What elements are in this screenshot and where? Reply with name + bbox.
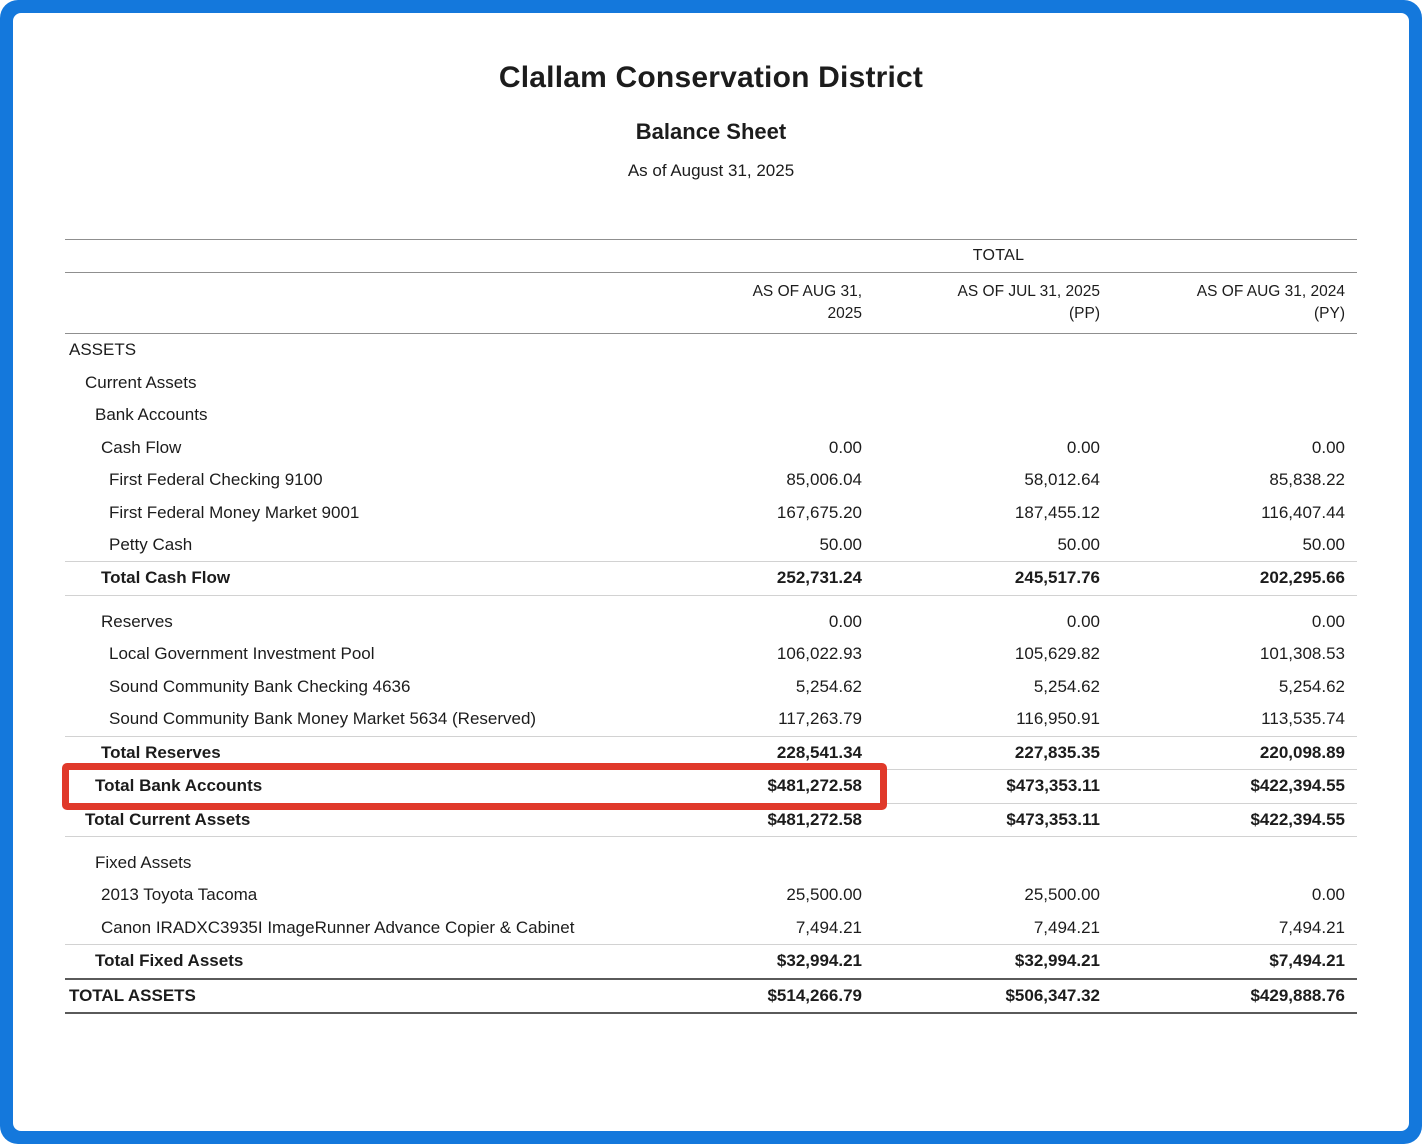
column-header-line: 2025 [827, 304, 862, 322]
table-row [65, 769, 1357, 802]
row-value: 101,308.53 [1259, 644, 1345, 664]
table-row [65, 912, 1357, 944]
table-row [65, 978, 1357, 1014]
table-row [65, 736, 1357, 769]
row-value: 252,731.24 [776, 568, 862, 588]
row-value: 220,098.89 [1259, 742, 1345, 762]
column-header-line: (PY) [1314, 304, 1345, 322]
row-value: 0.00 [1311, 437, 1345, 457]
column-header-line: AS OF AUG 31, [752, 283, 862, 300]
row-value: 5,254.62 [795, 676, 862, 696]
table-row [65, 529, 1357, 561]
row-value: $481,272.58 [767, 776, 862, 796]
row-value: 7,494.21 [795, 917, 862, 937]
row-value: 167,675.20 [776, 502, 862, 522]
row-value: 25,500.00 [1024, 885, 1100, 905]
column-header-jul-2025-pp [874, 281, 1112, 324]
table-row [65, 944, 1357, 977]
row-value: 228,541.34 [776, 742, 862, 762]
row-value: $473,353.11 [1006, 776, 1100, 796]
row-value: 5,254.62 [1278, 676, 1345, 696]
row-label: Total Reserves [101, 742, 221, 762]
row-value: 85,838.22 [1269, 470, 1345, 490]
table-row [65, 464, 1357, 496]
column-header-line: (PP) [1069, 304, 1100, 322]
row-label: First Federal Checking 9100 [109, 470, 323, 490]
row-label: Total Cash Flow [101, 568, 231, 588]
row-label: Total Bank Accounts [95, 776, 263, 796]
report-title: Clallam Conservation District [498, 61, 924, 94]
row-label: 2013 Toyota Tacoma [101, 885, 258, 905]
row-label: Current Assets [85, 372, 197, 392]
row-label: TOTAL ASSETS [69, 985, 196, 1005]
row-value: $429,888.76 [1250, 985, 1345, 1005]
row-value: 202,295.66 [1259, 568, 1345, 588]
row-label: Local Government Investment Pool [109, 644, 375, 664]
row-value: 227,835.35 [1014, 742, 1100, 762]
row-value: 7,494.21 [1033, 917, 1100, 937]
row-value: 7,494.21 [1278, 917, 1345, 937]
row-value: 106,022.93 [776, 644, 862, 664]
row-value: $422,394.55 [1250, 776, 1345, 796]
row-value: 0.00 [1066, 611, 1100, 631]
row-value: $32,994.21 [1014, 951, 1100, 971]
row-label: Sound Community Bank Money Market 5634 (Reserved) [109, 709, 537, 729]
row-value: $514,266.79 [767, 985, 862, 1005]
table-column-headers [65, 273, 1357, 334]
table-row [65, 879, 1357, 911]
table-body [65, 334, 1357, 1014]
column-header-line: AS OF JUL 31, 2025 [957, 283, 1100, 300]
row-value: 0.00 [1311, 885, 1345, 905]
row-label: Petty Cash [109, 535, 193, 554]
table-row [65, 561, 1357, 595]
report-date: As of August 31, 2025 [627, 161, 795, 180]
row-value: 0.00 [1066, 437, 1100, 457]
table-row [65, 399, 1357, 431]
row-value: 105,629.82 [1014, 644, 1100, 664]
row-value: 113,535.74 [1261, 709, 1345, 729]
row-value: 0.00 [828, 437, 862, 457]
table-row [65, 703, 1357, 735]
column-header-line: AS OF AUG 31, 2024 [1196, 283, 1345, 300]
row-value: 50.00 [819, 535, 862, 554]
table-row [65, 432, 1357, 464]
row-value: 187,455.12 [1014, 502, 1100, 522]
table-row [65, 606, 1357, 638]
row-value: $481,272.58 [767, 809, 862, 829]
row-label: Canon IRADXC3935I ImageRunner Advance Copier & Cabinet [101, 917, 575, 937]
table-row [65, 638, 1357, 670]
row-value: 25,500.00 [786, 885, 862, 905]
row-label: Reserves [101, 611, 173, 631]
row-value: 0.00 [828, 611, 862, 631]
row-value: $7,494.21 [1269, 951, 1345, 971]
row-label: Total Current Assets [85, 809, 251, 829]
report-subtitle: Balance Sheet [635, 119, 787, 144]
row-value: 116,950.91 [1016, 709, 1100, 729]
column-header-aug-2024-py [1112, 281, 1357, 324]
row-value: 5,254.62 [1033, 676, 1100, 696]
row-value: $32,994.21 [776, 951, 862, 971]
row-label: Fixed Assets [95, 852, 192, 872]
table-row [65, 367, 1357, 399]
row-label: Cash Flow [101, 437, 182, 457]
row-value: 58,012.64 [1024, 470, 1100, 490]
row-label: Total Fixed Assets [95, 951, 244, 971]
row-value: 116,407.44 [1261, 502, 1345, 522]
row-label: Sound Community Bank Checking 4636 [109, 676, 411, 696]
table-row [65, 334, 1357, 366]
row-label: ASSETS [69, 340, 137, 360]
table-row [65, 671, 1357, 703]
table-group-header [65, 239, 1357, 273]
row-value: 50.00 [1302, 535, 1345, 554]
total-group-label: TOTAL [972, 247, 1025, 264]
table-row [65, 497, 1357, 529]
row-value: 50.00 [1057, 535, 1100, 554]
column-header-aug-2025 [640, 281, 874, 324]
row-value: $506,347.32 [1005, 985, 1100, 1005]
table-row [65, 847, 1357, 879]
row-value: 0.00 [1311, 611, 1345, 631]
row-label: First Federal Money Market 9001 [109, 502, 360, 522]
row-value: 245,517.76 [1014, 568, 1100, 588]
row-value: 85,006.04 [786, 470, 862, 490]
row-label: Bank Accounts [95, 405, 208, 425]
report-page [13, 13, 1409, 1131]
row-value: 117,263.79 [778, 709, 862, 729]
row-value: $473,353.11 [1006, 809, 1100, 829]
balance-sheet-table [65, 239, 1357, 1014]
table-row [65, 803, 1357, 837]
row-value: $422,394.55 [1250, 809, 1345, 829]
